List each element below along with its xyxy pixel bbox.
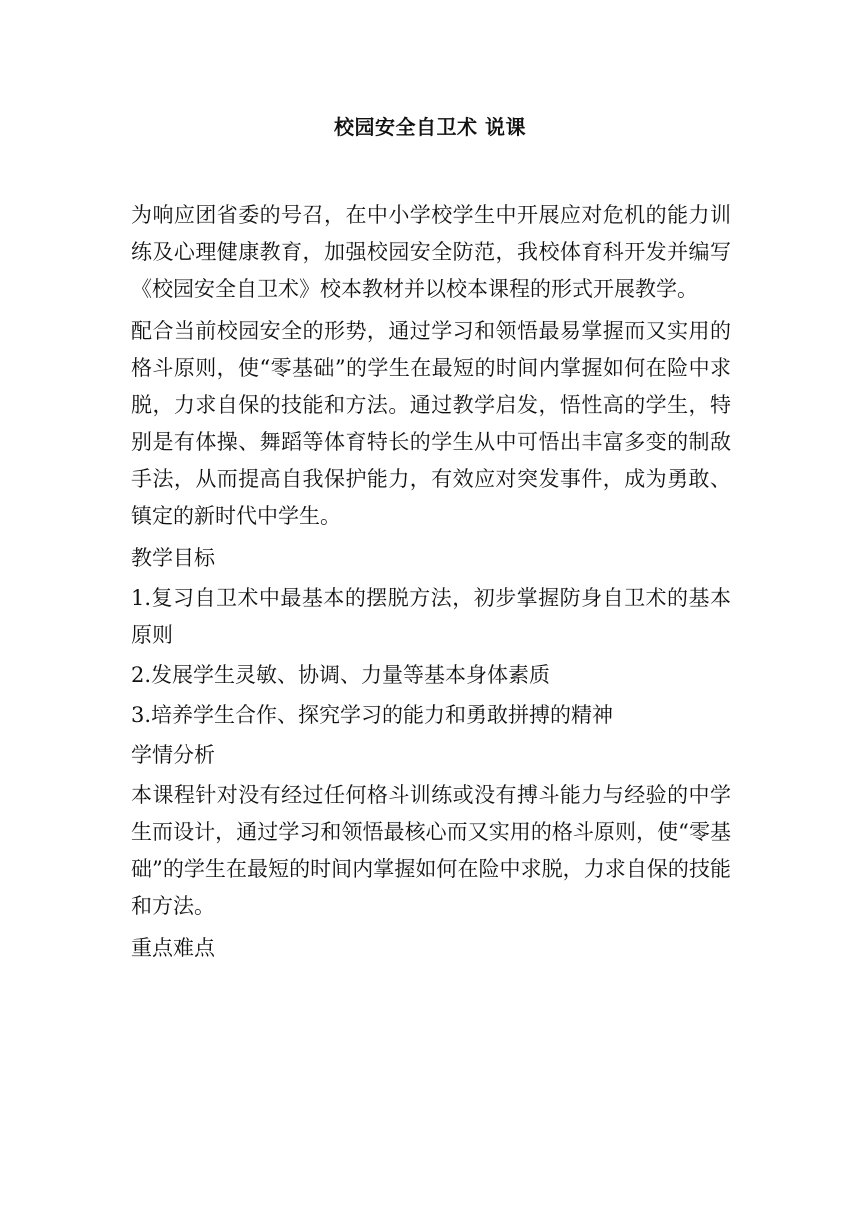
heading-key-difficulties: 重点难点 [131,936,215,960]
paragraph-intro: 为响应团省委的号召，在中小学校学生中开展应对危机的能力训练及心理健康教育，加强校园安全防范，我校体育科开发并编写《校园安全自卫术》校本教材并以校本课程的形式开展教学。 [131,203,731,301]
document-title: 校园安全自卫术 说课 [334,115,526,139]
goal-item-3: 3.培养学生合作、探究学习的能力和勇敢拼搏的精神 [131,703,614,727]
document-body [131,197,731,972]
goal-item-2: 2.发展学生灵敏、协调、力量等基本身体素质 [131,663,551,687]
heading-student-analysis: 学情分析 [131,743,215,767]
heading-teaching-goals: 教学目标 [131,546,215,570]
goal-item-1: 1.复习自卫术中最基本的摆脱方法，初步掌握防身自卫术的基本原则 [131,586,731,647]
paragraph-context: 配合当前校园安全的形势，通过学习和领悟最易掌握而又实用的格斗原则，使“零基础”的学生在最短的时间内掌握如何在险中求脱，力求自保的技能和方法。通过教学启发，悟性高的学生，特别是有体操、舞蹈等体育特长的学生从中可悟出丰富多变的制敌手法，从而提高自我保护能力，有效应对突发事件，成为勇敢、镇定的新时代中学生。 [131,319,731,528]
paragraph-student-analysis: 本课程针对没有经过任何格斗训练或没有搏斗能力与经验的中学生而设计，通过学习和领悟最核心而又实用的格斗原则，使“零基础”的学生在最短的时间内掌握如何在险中求脱，力求自保的技能和方法。 [131,783,731,918]
